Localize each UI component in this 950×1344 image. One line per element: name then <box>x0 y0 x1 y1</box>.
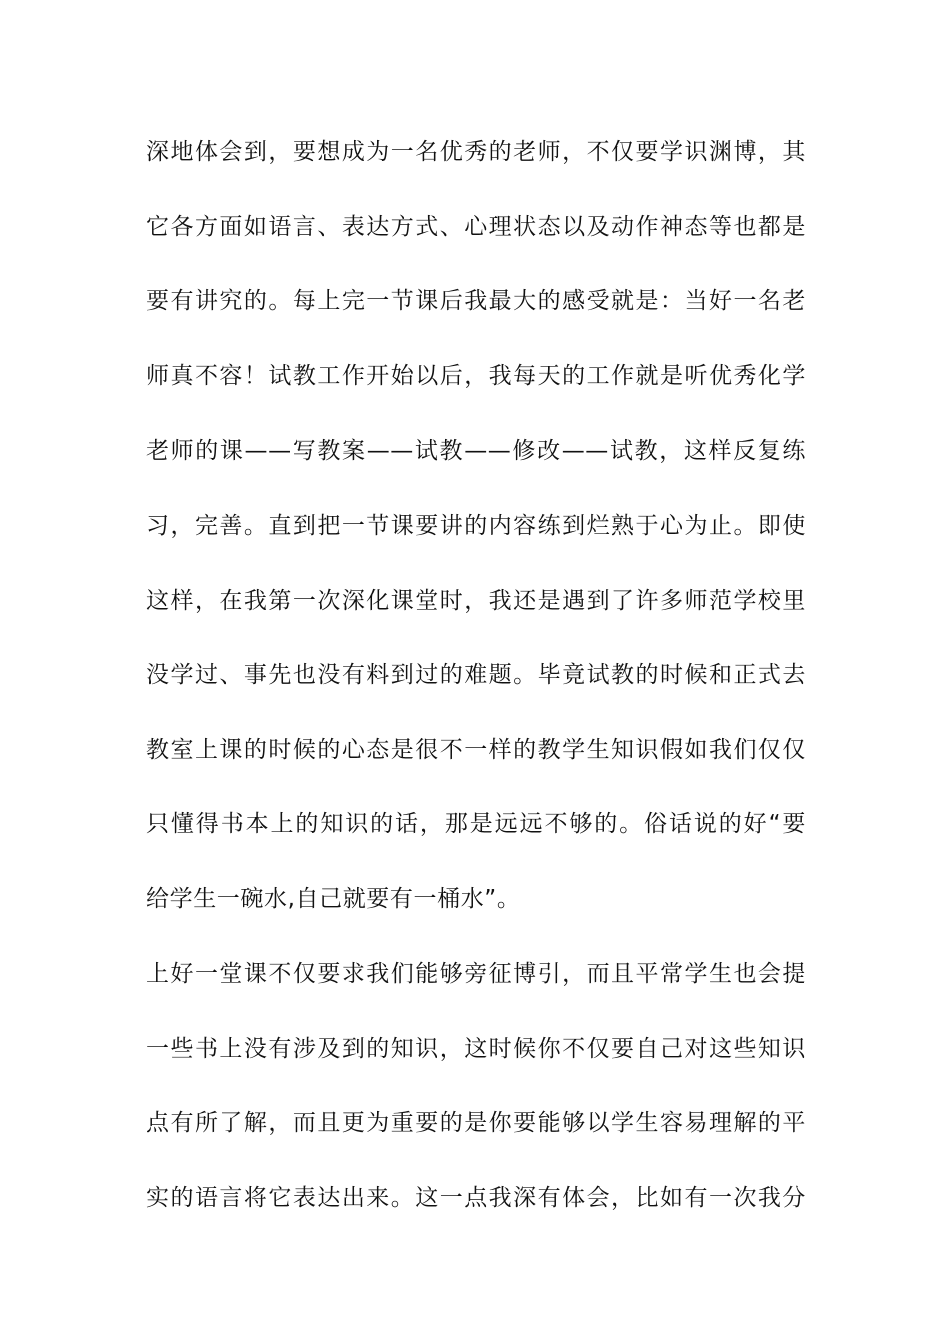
text-line-last: 给学生一碗水,自己就要有一桶水”。 <box>146 886 521 912</box>
text-line: 上好一堂课不仅要求我们能够旁征博引，而且平常学生也会提 <box>146 961 806 987</box>
text-line: 点有所了解，而且更为重要的是你要能够以学生容易理解的平 <box>146 1110 806 1136</box>
text-line: 没学过、事先也没有料到过的难题。毕竟试教的时候和正式去 <box>146 662 806 688</box>
text-line: 只懂得书本上的知识的话，那是远远不够的。俗话说的好“要 <box>146 811 806 837</box>
text-line: 这样，在我第一次深化课堂时，我还是遇到了许多师范学校里 <box>146 588 806 614</box>
text-line: 教室上课的时候的心态是很不一样的教学生知识假如我们仅仅 <box>146 737 806 763</box>
text-line: 深地体会到，要想成为一名优秀的老师，不仅要学识渊博，其 <box>146 139 806 165</box>
text-line: 它各方面如语言、表达方式、心理状态以及动作神态等也都是 <box>146 214 806 240</box>
text-line: 师真不容！试教工作开始以后，我每天的工作就是听优秀化学 <box>146 363 806 389</box>
text-line: 习，完善。直到把一节课要讲的内容练到烂熟于心为止。即使 <box>146 513 806 539</box>
text-line: 老师的课——写教案——试教——修改——试教，这样反复练 <box>146 438 806 464</box>
text-line: 实的语言将它表达出来。这一点我深有体会，比如有一次我分 <box>146 1185 806 1211</box>
text-line: 要有讲究的。每上完一节课后我最大的感受就是：当好一名老 <box>146 288 806 314</box>
text-line: 一些书上没有涉及到的知识，这时候你不仅要自己对这些知识 <box>146 1036 806 1062</box>
